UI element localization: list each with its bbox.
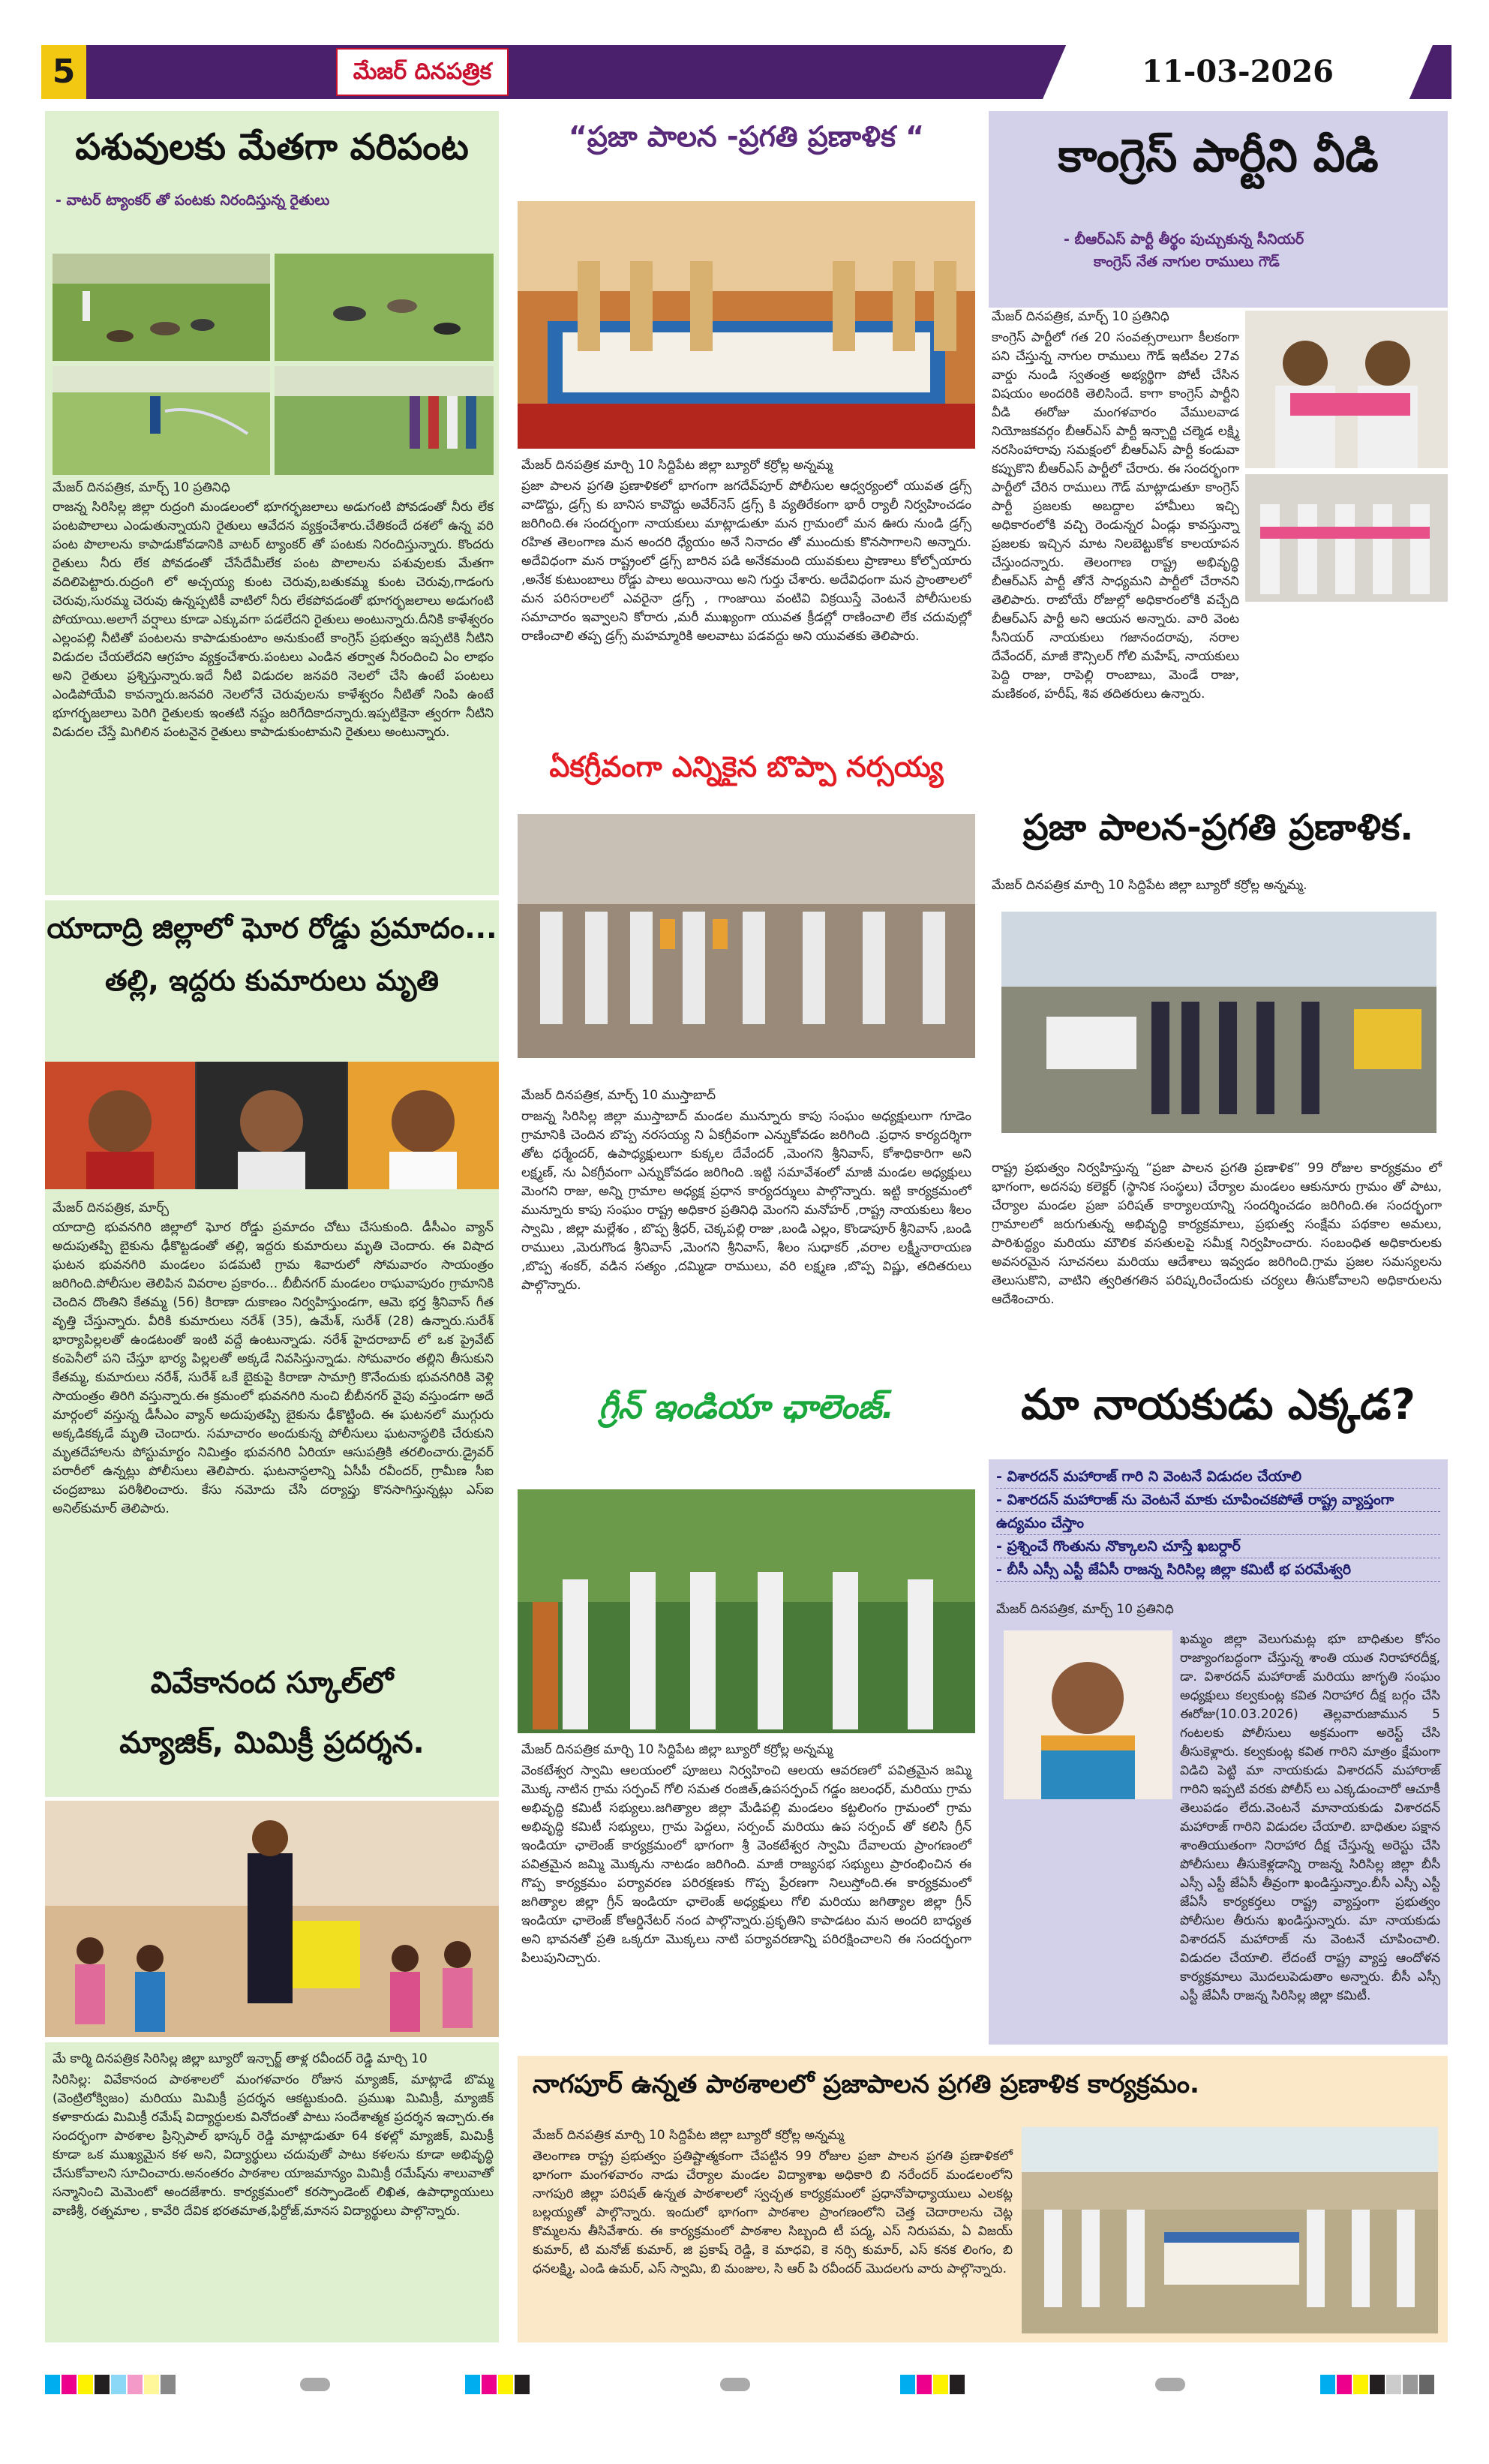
article-headline: యాదాద్రి జిల్లాలో ఘోర రోడ్డు ప్రమాదం... [47, 912, 497, 945]
photo-watering-crop [53, 366, 270, 475]
newspaper-logo: మేజర్ దినపత్రిక [336, 48, 509, 96]
article-dateline: మేజర్ దినపత్రిక మార్చి 10 సిద్దిపేట జిల్లా బ్యూరో కర్రోల్ల అన్నమ్మ. [992, 878, 1307, 893]
article-subheading: - వాటర్ ట్యాంకర్ తో పంటకు నిరందిస్తున్న రైతులు [56, 192, 330, 209]
article-body: ప్రజా పాలన ప్రగతి ప్రణాళికలో భాగంగా జగదేవ్‌పూర్ పోలీసుల ఆధ్వర్యంలో యువత డ్రగ్స్ వాడొద్దు, డ్రగ్స్ కు బానిస కావొద్దు అవేర్‌నెస్ డ్రగ్స్ కి వ్యతిరేకంగా భారీ ర్యాలీ నిర్వహించడం జరిగింది.ఈ సందర్భంగా నాయకులు మాట్లాడుతూ మన గ్రామంలో మన ఊరు నుండి డ్రగ్స్ రహిత తెలంగాణ మన అందరి ధ్యేయం అనే నినాదం తో ముందుకు కొనసాగాలని అన్నారు. అదేవిధంగా మన రాష్ట్రంలో డ్రగ్స్ బారిన పడి అనేకమంది యువకులు ప్రాణాలు కోల్పోయారు ,అనేక కుటుంబాలు రోడ్డు పాలు అయినాయి అని గుర్తు చేశారు. అదేవిధంగా మన ప్రాంతాలలో మన పరిసరాలలో ఎవరైనా డ్రగ్స్ , గాంజాయి వంటివి విక్రయిస్తే వెంటనే పోలీసులకు సమాచారం ఇవ్వాలని కోరారు ,మరీ ముఖ్యంగా యువత క్రీడల్లో రాణించాలి లేక చదువుల్లో రాణించాలి తప్ప డ్రగ్స్ మహమ్మారికి అలవాటు పడవద్దు అని యువతకు తెలిపారు. [521, 479, 971, 644]
demands-list [996, 1465, 1440, 1582]
green-india-headline: గ్రీన్ ఇండియా ఛాలెంజ్. [599, 1388, 894, 1426]
article-body: రాజన్న సిరిసిల్ల జిల్లా రుద్రంగి మండలంలో భూగర్భజలాలు అడుగంటి పోవడంతో నీరు లేక పంటపొలాలు ఎండుతున్నాయని రైతులు ఆవేదన వ్యక్తంచేశారు.చేతికందే దశలో ఉన్న వరి పంట పొలాలను కాపాడుకోవడానికి వాటర్ ట్యాంకర్ తో పంటకు నిరందిస్తున్నారు. కొందరు రైతులు నీరు లేక పోవడంతో చేసేదేమీలేక పంట పొలాలను పశువులకు మేతగా వదిలిపెట్టారు.రుద్రంగి లో అచ్చయ్య కుంట చెరువు,బతుకమ్మ కుంట చెరువు,గాడంగు చెరువు,సురమ్మ చెరువు ఉన్నప్పటికీ వాటిలో నీరు లేకపోవడంతో భూగర్భజలాలు అడుగంటి పోయాయి.అలాగే వర్షాలు కూడా ఎక్కువగా పడలేదని రైతులు అంటున్నారు.దీనికి కాళేశ్వరం ఎల్లంపల్లి నీటితో పంటలను కాపాడుకుంటాం అనుకుంటే కాంగ్రెస్ ప్రభుత్వం ఇప్పటికి నీటిని విడుదల చేయలేదని ఆగ్రహం వ్యక్తంచేశారు.పంటలు ఎండిన తర్వాత నీరందించి ఏం లాభం అని రైతులు ప్రశ్నిస్తున్నారు.ఇదే నీటి విడుదల జనవరి నెలలో చేసి ఉంటే పంటలు ఎండిపోయేవి కావన్నారు.జనవరి నెలలోనే చెరువులను కాళేశ్వరం నీటితో నింపి ఉంటే భూగర్భజలాలు పెరిగి రైతులకు ఇంతటి నష్టం జరిగేదికాదన్నారు.ఇప్పటికైనా త్వరగా నీటిని విడుదల చేస్తే మిగిలిన పంటనైన రైతులు కాపాడుకుంటామని రైతులు అంటున్నారు. [53, 500, 494, 740]
photo-rally [1001, 912, 1436, 1133]
article-body: సిరిసిల్ల: వివేకానంద పాఠశాలలో మంగళవారం రోజున మ్యాజిక్, మాట్లాడే బొమ్మ (వెంట్రిలోక్విజం) మరియు మిమిక్రీ ప్రదర్శన ఆకట్టుకుంది. ప్రముఖ మిమిక్రీ, మ్యాజిక్ కళాకారుడు మిమిక్రీ రమేష్ విద్యార్థులకు వినోదంతో పాటు సందేశాత్మక ప్రదర్శన ఇచ్చారు.ఈ సందర్భంగా పాఠశాల ప్రిన్సిపాల్ భాస్కర్ రెడ్డి మాట్లాడుతూ 64 కళల్లో మ్యాజిక్, మిమిక్రీ కూడా ఒక ముఖ్యమైన కళ అని, విద్యార్థులు చదువుతో పాటు కళలను కూడా అభివృద్ధి చేసుకోవాలని సూచించారు.అనంతరం పాఠశాల యాజమాన్యం మిమిక్రీ రమేష్‌ను శాలువాతో సన్మానించి మెమెంటో అందజేశారు. కార్యక్రమంలో కరస్పాండెంట్ లిఖిత, ఉపాధ్యాయులు వాణిశ్రీ, రత్నమాల , కావేరి దేవిక భరతమాత,ఫిర్దోజ్,మానస విద్యార్థులు పాల్గొన్నారు. [53, 2072, 494, 2219]
leader-missing-headline: మా నాయకుడు ఎక్కడ? [1021, 1381, 1415, 1429]
article-dateline: మేజర్ దినపత్రిక మార్చి 10 సిద్దిపేట జిల్లా బ్యూరో కర్రోల్ల అన్నమ్మ [521, 1742, 833, 1757]
article-body: యాదాద్రి భువనగిరి జిల్లాలో ఘోర రోడ్డు ప్రమాదం చోటు చేసుకుంది. డీసీఎం వ్యాన్ అదుపుతప్పి బైకును ఢీకొట్టడంతో తల్లి, ఇద్దరు కుమారులు మృతి చెందారు. ఈ విషాద ఘటన భువనగిరి మండలం పడమటి గ్రామ శివారులో సోమవారం సాయంత్రం జరిగింది.పోలీసుల తెలిపిన వివరాల ప్రకారం... బీబీనగర్ మండలం రాఘవాపురం గ్రామానికి చెందిన దొంతిని కేతమ్మ (56) కిరాణా దుకాణం నిర్వహిస్తుండగా, ఆమె భర్త శ్రీనివాస్ గీత వృత్తి చేస్తున్నారు. వీరికి కుమారులు నరేశ్ (35), ఉమేశ్, సురేశ్ (28) ఉన్నారు.సురేశ్ భార్యాపిల్లలతో ఉండటంతో ఇంటి వద్దే ఉంటున్నాడు. నరేశ్ హైదరాబాద్ లో ఒక ప్రైవేట్ కంపెనీలో పని చేస్తూ భార్య పిల్లలతో అక్కడే నివసిస్తున్నాడు. సోమవారం తల్లిని తీసుకుని కేతమ్మ, కుమారులు నరేశ్, సురేశ్ ఒకే బైకుపై కిరాణా సామాగ్రి కొనేందుకు భువనగిరికి వెళ్లి సాయంత్రం తిరిగి వస్తున్నారు.ఈ క్రమంలో భువనగిరి నుంచి బీబీనగర్ వైపు వస్తుండగా అదే మార్గంలో వస్తున్న డీసీఎం వ్యాన్ అదుపుతప్పి బైకును ఢీకొట్టింది. ఈ ఘటనలో ముగ్గురు అక్కడికక్కడే మృతి చెందారు. సమాచారం అందుకున్న పోలీసులు ఘటనాస్థలికి చేరుకుని మృతదేహాలను పోస్టుమార్టం నిమిత్తం భువనగిరి ఏరియా ఆసుపత్రికి తరలించారు.డ్రైవర్ పరారీలో ఉన్నట్లు పోలీసులు తెలిపారు. ఘటనాస్థలాన్ని ఏసీపీ రవీందర్, గ్రామీణ సీఐ చంద్రబాబు పరిశీలించారు. కేసు నమోదు చేసి దర్యాప్తు కొనసాగిస్తున్నట్లు ఎస్ఐ అనిల్‌కుమార్ తెలిపారు. [53, 1220, 494, 1516]
article-leader-missing [989, 1459, 1448, 2045]
demand-item: ఉద్యమం చేస్తాం [996, 1512, 1440, 1535]
demand-item: - ప్రశ్నించే గొంతును నొక్కాలని చూస్తే ఖబర్దార్ [996, 1535, 1440, 1558]
article-dateline: మే కార్మి దినపత్రిక సిరిసిల్ల జిల్లా బ్యూరో ఇన్చార్జ్ తాళ్ల రవీందర్ రెడ్డి మార్చి 10 [53, 2051, 428, 2066]
article-dateline: మేజర్ దినపత్రిక, మార్చ్ 10 ప్రతినిధి [53, 480, 230, 495]
article-body: ఖమ్మం జిల్లా వెలుగుమట్ల భూ బాధితుల కోసం రాజ్యాంగబద్ధంగా చేస్తున్న శాంతి యుత నిరాహారదీక్ష, డా. విశారదన్ మహారాజ్ మరియు జాగృతి సంఘం అధ్యక్షులు కల్వకుంట్ల కవిత నిరాహార దీక్ష బగ్గం చేసి ఈరోజు(10.03.2026) తెల్లవారుజామున 5 గంటలకు పోలీసులు అక్రమంగా అరెస్ట్ చేసి తీసుకెళ్లారు. కల్వకుంట్ల కవిత గారిని మాత్రం క్షేమంగా విడిచి పెట్టి మా నాయకుడు విశారదన్ మహారాజ్ గారిని ఇప్పటి వరకు పోలీస్ లు ఎక్కడుంచారో ఆచూకీ తెలుపడం లేదు.వెంటనే మానాయకుడు విశారదన్ మహారాజ్ గారిని విడుదల చేయాలి. బాధితుల పక్షాన శాంతియుతంగా నిరాహార దీక్ష చేస్తున్న అరెస్టు చేసి పోలీసులు తీసుకెళ్లడాన్ని రాజన్న సిరిసిల్ల జిల్లా బీసీ ఎస్సీ ఎస్టీ జేఏసీ తీవ్రంగా ఖండిస్తున్నాం.బీసీ ఎస్సీ ఎస్టీ జేఏసీ కార్యకర్తలు రాష్ట్ర వ్యాప్తంగా ప్రభుత్వం పోలీసుల తీరును ఖండిస్తున్నారు. మా నాయకుడు విశారదన్ మహారాజ్ ను వెంటనే చూపించాలి. విడుదల చేయాలి. లేదంటే రాష్ట్ర వ్యాప్త ఆందోళన కార్యక్రమాలు మొదలుపెడుతాం అన్నారు. బీసీ ఎస్సీ ఎస్టీ జేఏసీ రాజన్న సిరిసిల్ల జిల్లా కమిటీ. [1180, 1632, 1440, 2003]
article-headline: నాగపూర్ ఉన్నత పాఠశాలలో ప్రజాపాలన ప్రగతి ప్రణాళిక కార్యక్రమం. [533, 2069, 1199, 2099]
praja-palana-headline: “ప్రజా పాలన -ప్రగతి ప్రణాళిక “ [568, 120, 925, 153]
article-subheading-line2: కాంగ్రెస్ నేత నాగుల రాములు గౌడ్ [1094, 254, 1280, 270]
article-road-accident [45, 900, 499, 1797]
school-headline: వివేకానంద స్కూల్‌లో [150, 1666, 394, 1700]
article-school-magic [45, 2042, 499, 2342]
article-dateline: మేజర్ దినపత్రిక, మార్చ్ 10 ప్రతినిధి [996, 1602, 1174, 1617]
photo-magic-show [45, 1801, 499, 2037]
article-headline-line2: తల్లి, ఇద్దరు కుమారులు మృతి [104, 964, 440, 997]
photo-victims [45, 1062, 499, 1189]
issue-date: 11-03-2026 [1142, 54, 1334, 89]
photo-party-joining [1245, 311, 1448, 468]
article-dateline: మేజర్ దినపత్రిక, మార్చ్ 10 ప్రతినిధి [992, 309, 1169, 324]
demand-item: - బీసీ ఎస్సీ ఎస్టీ జేఏసీ రాజన్న సిరిసిల్ల జిల్లా కమిటీ భ పరమేశ్వరి [996, 1558, 1440, 1582]
article-dateline: మేజర్ దినపత్రిక మార్చి 10 సిద్దిపేట జిల్లా బ్యూరో కర్రోల్ల అన్నమ్మ [533, 2128, 845, 2143]
page-number: 5 [41, 45, 86, 99]
photo-farmers-group [275, 366, 494, 475]
photo-goats-grazing [275, 254, 494, 361]
photo-green-india-challenge [518, 1489, 975, 1733]
photo-police-event-stage [518, 201, 975, 449]
demand-item: - విశారదన్ మహారాజ్ గారి ని వెంటనే విడుదల చేయాలి [996, 1465, 1440, 1489]
article-headline: కాంగ్రెస్ పార్టీని వీడి [1058, 130, 1379, 182]
article-dateline: మేజర్ దినపత్రిక, మార్చ్ [53, 1200, 169, 1215]
article-nagapur-school [518, 2056, 1448, 2342]
article-body: వెంకటేశ్వర స్వామి ఆలయంలో పూజలు నిర్వహించి ఆలయ ఆవరణలో పవిత్రమైన జమ్మి మొక్క నాటిన గ్రామ సర్పంచ్ గోలి సమత రంజిత్,ఉపసర్పంచ్ గడ్డం జలంధర్, మరియు గ్రామ అభివృద్ధి కమిటీ సభ్యులు.జగిత్యాల జిల్లా మేడిపల్లి మండలం కట్టలింగం గ్రామంలో గ్రామ అభివృద్ధి కమిటీ సభ్యులు, గ్రామ పెద్దలు, సర్పంచ్ మరియు ఉప సర్పంచ్ తో కలిసి గ్రీన్ ఇండియా ఛాలెంజ్ కార్యక్రమంలో భాగంగా శ్రీ వెంకటేశ్వర స్వామి దేవాలయ ప్రాంగణంలో పవిత్రమైన జమ్మి మొక్కను నాటడం జరిగింది. మాజీ రాజ్యసభ సభ్యులు ప్రారంభించిన ఈ గొప్ప కార్యక్రమం పర్యావరణ పరిరక్షణకు గొప్ప ప్రేరణగా నిలుస్తోంది.ఈ కార్యక్రమంలో జగిత్యాల జిల్లా గ్రీన్ ఇండియా ఛాలెంజ్ అధ్యక్షులు గోలి మరియు జగిత్యాల జిల్లా గ్రీన్ ఇండియా ఛాలెంజ్ కోఆర్డినేటర్ నంద పాల్గొన్నారు.ప్రకృతిని కాపాడటం మన అందరి బాధ్యత అని భావనతో ప్రతి ఒక్కరూ మొక్కలు నాటి పర్యావరణాన్ని పరిరక్షించాలని ఈ సందర్భంగా పిలుపునిచ్చారు. [521, 1763, 971, 1966]
photo-kapu-sangham-group [518, 814, 975, 1058]
praja-palana-headline-2: ప్రజా పాలన-ప్రగతి ప్రణాళిక. [1022, 807, 1414, 849]
photo-party-group [1245, 474, 1448, 602]
article-subheading: - బీఆర్ఎస్ పార్టీ తీర్థం పుచ్చుకున్న సీనియర్ [1064, 231, 1304, 248]
photo-goats-field [53, 254, 270, 361]
article-headline: పశువులకు మేతగా వరిపంట [75, 126, 469, 168]
photo-paramesh-wari [1004, 1630, 1172, 1799]
photo-school-staff [1022, 2127, 1438, 2333]
article-dateline: మేజర్ దినపత్రిక మార్చి 10 సిద్దిపేట జిల్లా బ్యూరో కర్రోల్ల అన్నమ్మ [521, 458, 833, 473]
print-color-bar [45, 2375, 1448, 2394]
article-paddy-fodder [45, 111, 499, 895]
article-body: రాజన్న సిరిసిల్ల జిల్లా ముస్తాబాద్ మండల మున్నూరు కాపు సంఘం అధ్యక్షులుగా గూడెం గ్రామానికి చెందిన బొప్ప నరసయ్య ని ఏకగ్రీవంగా ఎన్నుకోవడం జరిగింది .ప్రధాన కార్యదర్శిగా తోట ధర్మేందర్, ఉపాధ్యక్షులుగా కుక్కల దేవేందర్ ,మెంగని శ్రీనివాస్, కోశాధికారిగా అని లక్ష్మణ్, ను ఏకగ్రీవంగా ఎన్నుకోవడం జరిగింది .ఇట్టి సమావేశంలో మాజీ మండల అధ్యక్షులు మెంగని రాజు, అన్ని గ్రామాల అధ్యక్ష ప్రధాన కార్యదర్శులు పాల్గొన్నారు. ఇట్టి కార్యక్రమంలో మున్నూరు కాపు సంఘం రాష్ట్ర అధికార ప్రతినిధి మెంగని మనోహర్ ,రాష్ట్ర నాయకులు శీలం స్వామి , జిల్లా మల్లేశం , బొప్ప శ్రీధర్, చెక్కపల్లి రాజు ,బండి ఎల్లం, కొండాపూర్ శ్రీనివాస్ ,బండి రాములు ,మెరుగొండ శ్రీనివాస్ ,మెంగని శ్రీనివాస్, శీలం సుధాకర్ ,వరాల లక్ష్మీనారాయణ ,బొప్ప శంకర్, వడిన సత్యం ,దమ్మిడా రాములు, వరి లక్ష్మణ ,బొప్ప విష్ణు, తదితరులు పాల్గొన్నారు. [521, 1109, 971, 1293]
article-body-part1: కాంగ్రెస్ పార్టీలో గత 20 సంవత్సరాలుగా కీలకంగా పని చేస్తున్న నాగుల రాములు గౌడ్ ఇటీవల 27వ వార్డు నుండి స్వతంత్ర అభ్యర్థిగా పోటీ చేసిన విషయం అందరికి తెలిసిందే. కాగా కాంగ్రెస్ పార్టీని వీడి ఈరోజు మంగళవారం వేములవాడ నియోజకవర్గం బీఆర్ఎస్ పార్టీ ఇన్చార్జి చల్మెడ లక్ష్మి నరసింహారావు సమక్షంలో బీఆర్ఎస్ పార్టీ కండువా కప్పుకొని బీఆర్ఎస్ పార్టీలో చేరారు. ఈ సందర్భంగా పార్టీలో చేరిన రాములు గౌడ్ మాట్లాడుతూ కాంగ్రెస్ పార్టీ ప్రజలకు అబద్దాల హామీలు ఇచ్చి అధికారంలోకి వచ్చి రెండున్నర ఏండ్లు కావస్తున్నా ప్రజలకు ఇచ్చిన మాట నిలబెట్టుకోక కాలయాపన చేస్తుందన్నారు. తెలంగాణ రాష్ట్ర అభివృద్ధి బీఆర్ఎస్ పార్టీ తోనే సాధ్యమని పార్టీలో చేరానని తెలిపారు. రాబోయే రోజుల్లో అధికారంలోకి వచ్చేది బీఆర్ఎస్ పార్టీ అని ఆయన అన్నారు. వారి వెంట సీనియర్ నాయకులు గజానందరావు, నరాల దేవేందర్, మాజీ కౌన్సిలర్ గోలి మహేష్, నాయకులు పెద్ది రాజు, రాపెల్లి రాంబాబు, మెండే రాజు, మణికంఠ, హరీష్, శివ తదితరులు ఉన్నారు. [992, 330, 1239, 702]
article-body: తెలంగాణ రాష్ట్ర ప్రభుత్వం ప్రతిష్టాత్మకంగా చేపట్టిన 99 రోజుల ప్రజా పాలన ప్రగతి ప్రణాళికలో భాగంగా మంగళవారం నాడు చేర్యాల మండల విద్యాశాఖ అధికారి బి నరేందర్ మండలంలోని నాగపురి జిల్లా పరిషత్ ఉన్నత పాఠశాలలో స్వచ్ఛత కార్యక్రమంలో ప్రధానోపాధ్యాయులు ఎలకట్ల బల్లయ్యతో పాల్గొన్నారు. ఇందులో భాగంగా పాఠశాల ప్రాంగణంలోని చెత్త చెదారాలను చెట్ల కొమ్మలను తీసివేశారు. ఈ కార్యక్రమంలో పాఠశాల సిబ్బంది టీ పద్మ, ఎస్ నిరుపమ, ఏ విజయ్ కుమార్, టి మనోజ్ కుమార్, జి ప్రకాష్ రెడ్డి, కె మాధవి, కె నర్సి కుమార్, ఎస్ కనక లింగం, బి ధనలక్ష్మి, ఎండి ఉమర్, ఎస్ స్వామి, బి మంజుల, సి ఆర్ పి రవీందర్ మొదలగు వారు పాల్గొన్నారు. [533, 2149, 1013, 2276]
school-headline-line2: మ్యాజిక్, మిమిక్రీ ప్రదర్శన. [119, 1726, 425, 1760]
article-congress-leaves [989, 111, 1448, 308]
article-body: రాష్ట్ర ప్రభుత్వం నిర్వహిస్తున్న “ప్రజా పాలన ప్రగతి ప్రణాళిక” 99 రోజుల కార్యక్రమం లో భాగంగా, అదనపు కలెక్టర్ (స్థానిక సంస్థలు) చేర్యాల మండలం ఆకునూరు గ్రామం తో పాటు, చేర్యాల మండల ప్రజా పరిషత్ కార్యాలయాన్ని సందర్శించడం జరిగింది.ఈ సందర్భంగా గ్రామాలలో జరుగుతున్న అభివృద్ధి కార్యక్రమాలు, ప్రభుత్వ సంక్షేమ పథకాల అమలు, పారిశుద్ధ్యం మరియు మౌలిక వసతులపై సమీక్ష నిర్వహించారు. సంబంధిత అధికారులకు అవసరమైన సూచనలు మరియు ఆదేశాలు ఇవ్వడం జరిగింది.గ్రామ ప్రజల సమస్యలను తెలుసుకొని, వాటిని త్వరితగతిన పరిష్కరించేందుకు చర్యలు తీసుకోవాలని అధికారులను ఆదేశించారు. [992, 1161, 1442, 1307]
article-dateline: మేజర్ దినపత్రిక, మార్చ్ 10 ముస్తాబాద్ [521, 1088, 716, 1103]
demand-item: - విశారదన్ మహారాజ్ ను వెంటనే మాకు చూపించకపోతే రాష్ట్ర వ్యాప్తంగా [996, 1489, 1440, 1512]
unanimous-election-headline: ఏకగ్రీవంగా ఎన్నికైన బొప్పా నర్సయ్య [549, 750, 944, 783]
